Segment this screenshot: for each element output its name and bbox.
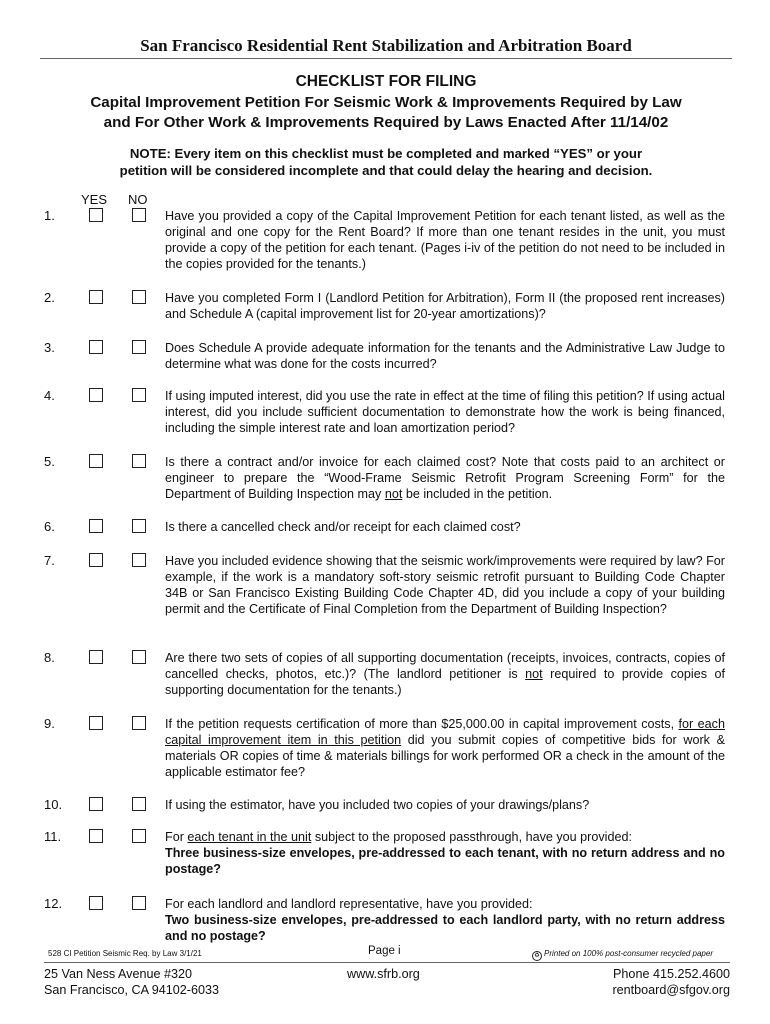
subtitle-line-1: Capital Improvement Petition For Seismic Work & Improvements Required by Law (90, 94, 682, 111)
yes-checkbox[interactable] (89, 208, 103, 222)
yes-checkbox[interactable] (89, 454, 103, 468)
item-number: 10. (44, 797, 63, 812)
note-line-2: petition will be considered incomplete and that could delay the hearing and decision. (119, 163, 653, 178)
item-number: 12. (44, 896, 63, 911)
recycle-icon: ♻ (532, 951, 542, 961)
item-number: 7. (44, 553, 55, 568)
item-question: If using the estimator, have you included two copies of your drawings/plans? (165, 798, 590, 812)
subtitle (40, 93, 732, 133)
yes-checkbox[interactable] (89, 519, 103, 533)
no-checkbox[interactable] (132, 716, 146, 730)
yes-checkbox[interactable] (89, 290, 103, 304)
subtitle-line-2: and For Other Work & Improvements Required by Laws Enacted After 11/14/02 (103, 114, 669, 131)
item-number: 5. (44, 454, 55, 469)
item-question: Is there a contract and/or invoice for each claimed cost? Note that costs paid to an architect or engineer to prepare the “Wood-Frame Seismic Retrofit Program Screening Form” for the Department of Building Inspection may not be included in the petition. (165, 455, 725, 501)
item-question: Does Schedule A provide adequate information for the tenants and the Administrative Law Judge to determine what was done for the costs incurred? (165, 341, 725, 371)
form-id: 528 CI Petition Seismic Req. by Law 3/1/21 (48, 949, 202, 958)
note (40, 145, 732, 179)
no-checkbox[interactable] (132, 208, 146, 222)
no-checkbox[interactable] (132, 454, 146, 468)
item-number: 6. (44, 519, 55, 534)
item-question: Have you included evidence showing that the seismic work/improvements were required by law? For example, if the work is a mandatory soft-story seismic retrofit pursuant to Building Code Chapter 34B or San Francisco Existing Building Code Chapter 4D, did you include a copy of your building permit and the Certificate of Final Completion from the Department of Building Inspection? (165, 554, 725, 616)
item-number: 8. (44, 650, 55, 665)
contact-info (612, 966, 730, 998)
yes-column-header: YES (81, 192, 108, 207)
note-line-1: NOTE: Every item on this checklist must be completed and marked “YES” or your (129, 146, 643, 161)
website-link[interactable]: www.sfrb.org (347, 967, 420, 981)
no-checkbox[interactable] (132, 519, 146, 533)
item-question: If using imputed interest, did you use the rate in effect at the time of filing this petition? If using actual interest, did you include sufficient documentation to demonstrate how the work is being financed, including the simple interest rate and loan amortization period? (165, 389, 725, 435)
item-requirement: Three business-size envelopes, pre-addressed to each tenant, with no return address and no postage? (165, 846, 725, 876)
item-number: 1. (44, 208, 55, 223)
no-checkbox[interactable] (132, 829, 146, 843)
item-question: If the petition requests certification of more than $25,000.00 in capital improvement costs, for each capital improvement item in this petition did you submit copies of competitive bids for work & materials OR copies of time & materials billings for work performed OR a check in the amount of the applicable estimator fee? (165, 717, 725, 779)
no-checkbox[interactable] (132, 388, 146, 402)
item-question: Is there a cancelled check and/or receipt for each claimed cost? (165, 520, 521, 534)
yes-checkbox[interactable] (89, 716, 103, 730)
item-question: For each landlord and landlord representative, have you provided: Two business-size envelopes, pre-addressed to each landlord party, with no return address and no postage? (165, 897, 725, 943)
yes-checkbox[interactable] (89, 650, 103, 664)
board-header: San Francisco Residential Rent Stabilization and Arbitration Board (40, 36, 732, 59)
page-number: Page i (368, 945, 401, 957)
item-question: Have you provided a copy of the Capital Improvement Petition for each tenant listed, as well as the original and one copy for the Rent Board? If more than one tenant resides in the unit, you must provide a copy of the petition for each tenant. (Pages i-iv of the petition do not need to be included in the copies provided for the tenants.) (165, 209, 725, 271)
yes-checkbox[interactable] (89, 829, 103, 843)
item-number: 2. (44, 290, 55, 305)
no-checkbox[interactable] (132, 650, 146, 664)
no-checkbox[interactable] (132, 290, 146, 304)
yes-checkbox[interactable] (89, 553, 103, 567)
no-checkbox[interactable] (132, 797, 146, 811)
no-column-header: NO (128, 192, 148, 207)
item-number: 11. (44, 829, 62, 844)
phone-number: Phone 415.252.4600 (613, 967, 730, 981)
item-number: 9. (44, 716, 55, 731)
no-checkbox[interactable] (132, 553, 146, 567)
item-number: 4. (44, 388, 55, 403)
yes-checkbox[interactable] (89, 340, 103, 354)
footer-divider (44, 962, 730, 963)
item-question: Have you completed Form I (Landlord Petition for Arbitration), Form II (the proposed rent increases) and Schedule A (capital improvement list for 20-year amortizations)? (165, 291, 725, 321)
recycled-note: ♻ Printed on 100% post-consumer recycled paper (532, 949, 713, 961)
yes-checkbox[interactable] (89, 896, 103, 910)
item-number: 3. (44, 340, 55, 355)
no-checkbox[interactable] (132, 896, 146, 910)
no-checkbox[interactable] (132, 340, 146, 354)
yes-checkbox[interactable] (89, 797, 103, 811)
email-link[interactable]: rentboard@sfgov.org (612, 983, 730, 997)
page-title: CHECKLIST FOR FILING (295, 73, 477, 90)
item-requirement: Two business-size envelopes, pre-addressed to each landlord party, with no return address and no postage? (165, 913, 725, 943)
yes-checkbox[interactable] (89, 388, 103, 402)
item-question: For each tenant in the unit subject to the proposed passthrough, have you provided: Three business-size envelopes, pre-addressed to each tenant, with no return address and no postage? (165, 830, 725, 876)
item-question: Are there two sets of copies of all supporting documentation (receipts, invoices, contracts, copies of cancelled checks, photos, etc.)? (The landlord petitioner is not required to provide copies of supporting documentation for the tenants.) (165, 651, 726, 697)
office-address: 25 Van Ness Avenue #320 San Francisco, CA 94102-6033 (44, 967, 220, 997)
